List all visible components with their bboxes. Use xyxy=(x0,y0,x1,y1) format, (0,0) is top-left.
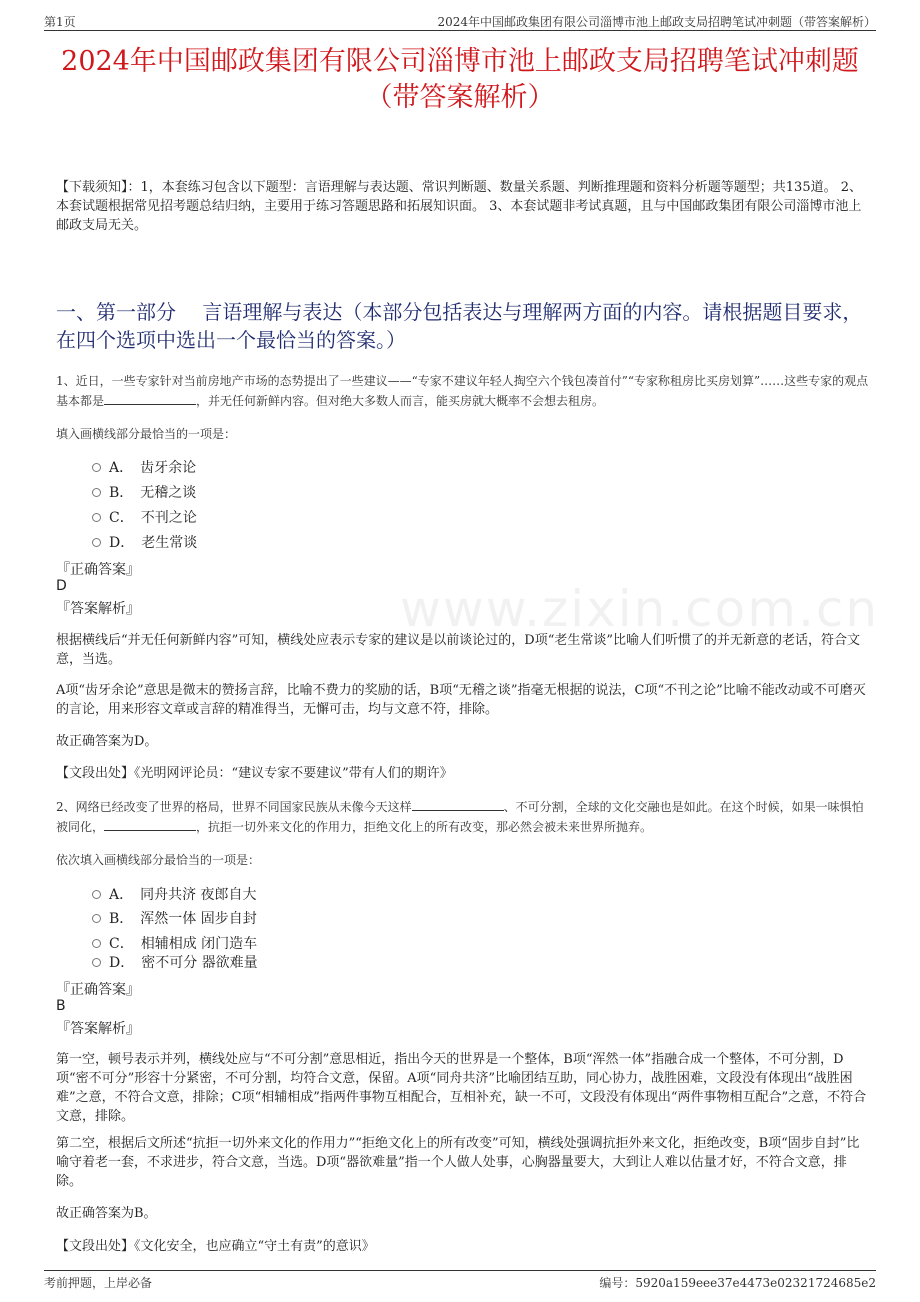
analysis-label: 『答案解析』 xyxy=(56,1021,140,1037)
option-label: C． 相辅相成 闭门造车 xyxy=(109,936,258,952)
option-radio[interactable] xyxy=(92,933,257,953)
analysis-paragraph: A项“齿牙余论”意思是微末的赞扬言辞，比喻不费力的奖励的话，B项“无稽之谈”指毫无根据的说法，C项“不刊之论”比喻不能改动或不可磨灭的言论，用来形容文章或言辞的精准得当，无懈可击，均与文意不符，排除。 xyxy=(56,683,866,717)
answer-label: 『正确答案』 xyxy=(56,982,140,998)
option-radio[interactable] xyxy=(92,507,197,527)
radio-icon[interactable] xyxy=(92,463,101,472)
option-label: C． 不刊之论 xyxy=(109,510,197,526)
question-2-text-part-c: ，抗拒一切外来文化的作用力，拒绝文化上的所有改变，那必然会被未来世界所抛弃。 xyxy=(196,820,653,834)
option-label: B． 无稽之谈 xyxy=(109,485,197,501)
fill-blank xyxy=(412,799,504,811)
footer-serial-number: 编号：5920a159eee37e4473e02321724685e2 xyxy=(599,1276,876,1290)
radio-icon[interactable] xyxy=(92,958,101,967)
analysis-conclusion: 故正确答案为B。 xyxy=(56,1206,157,1221)
question-1-text-part-b: ，并无任何新鲜内容。但对绝大多数人而言，能买房就大概率不会想去租房。 xyxy=(196,394,605,408)
option-radio[interactable] xyxy=(92,952,258,972)
section-heading: 一、第一部分 言语理解与表达（本部分包括表达与理解两方面的内容。请根据题目要求，在四个选项中选出一个最恰当的答案。） xyxy=(56,300,863,352)
option-label: A． 同舟共济 夜郎自大 xyxy=(109,887,257,903)
question-2-instruction: 依次填入画横线部分最恰当的一项是： xyxy=(56,853,261,867)
analysis-paragraph: 第一空，顿号表示并列，横线处应与“不可分割”意思相近，指出今天的世界是一个整体，B项“浑然一体”指融合成一个整体，不可分割，D项“密不可分”形容十分紧密，不可分割，均符合文意，保留。A项“同舟共济”比喻团结互助，同心协力，战胜困难，文段没有体现出“战胜困难”之意，不符合文意，排除；C项“相辅相成”指两件事物互相配合，互相补充，缺一不可，文段没有体现出“两件事物相互配合”之意，不符合文意，排除。 xyxy=(56,1052,867,1124)
analysis-label: 『答案解析』 xyxy=(56,601,140,617)
option-radio[interactable] xyxy=(92,908,257,928)
source-citation: 【文段出处】《文化安全，也应确立“守土有责”的意识》 xyxy=(56,1239,375,1254)
download-notice: 【下载须知】：1，本套练习包含以下题型：言语理解与表达题、常识判断题、数量关系题、判断推理题和资料分析题等题型；共135道。 2、本套试题根据常见招考题总结归纳，主要用于练习答题思路和拓展知识面。 3、本套试题非考试真题，且与中国邮政集团有限公司淄博市池上邮政支局无关。 xyxy=(56,180,862,233)
question-1-instruction: 填入画横线部分最恰当的一项是： xyxy=(56,427,237,441)
radio-icon[interactable] xyxy=(92,939,101,948)
option-label: A． 齿牙余论 xyxy=(109,460,197,476)
document-title: 2024年中国邮政集团有限公司淄博市池上邮政支局招聘笔试冲刺题（带答案解析） xyxy=(61,46,859,113)
question-1-text xyxy=(56,371,872,411)
radio-icon[interactable] xyxy=(92,513,101,522)
page-header xyxy=(44,10,876,31)
option-label: B． 浑然一体 固步自封 xyxy=(109,911,257,927)
question-2-text-part-b: 、不可分割，全球的文化交融也是如此。在这个时候，如果一味惧怕被同化， xyxy=(56,800,864,834)
question-2-text-part-a: 2、网络已经改变了世界的格局，世界不同国家民族从未像今天这样 xyxy=(56,800,412,814)
answer-value: D xyxy=(56,578,67,594)
radio-icon[interactable] xyxy=(92,914,101,923)
answer-value: B xyxy=(56,998,66,1014)
option-radio[interactable] xyxy=(92,532,197,552)
option-label: D． 老生常谈 xyxy=(109,535,198,551)
analysis-paragraph: 根据横线后“并无任何新鲜内容”可知，横线处应表示专家的建议是以前谈论过的，D项“老生常谈”比喻人们听惯了的并无新意的老话，符合文意，当选。 xyxy=(56,633,861,667)
option-radio[interactable] xyxy=(92,457,196,477)
footer-slogan: 考前押题，上岸必备 xyxy=(44,1276,153,1290)
question-2-text xyxy=(56,797,872,837)
page-footer xyxy=(44,1270,876,1291)
answer-label: 『正确答案』 xyxy=(56,562,140,578)
analysis-conclusion: 故正确答案为D。 xyxy=(56,734,158,749)
option-label: D． 密不可分 器欲难量 xyxy=(109,955,258,971)
fill-blank xyxy=(104,819,196,831)
question-1-text-part-a: 1、近日，一些专家针对当前房地产市场的态势提出了一些建议——“专家不建议年轻人掏空六个钱包凑首付”“专家称租房比买房划算”……这些专家的观点基本都是 xyxy=(56,374,869,408)
fill-blank xyxy=(104,393,196,405)
analysis-paragraph: 第二空，根据后文所述“抗拒一切外来文化的作用力”“拒绝文化上的所有改变”可知，横线处强调抗拒外来文化，拒绝改变，B项“固步自封”比喻守着老一套，不求进步，符合文意，当选。D项“器欲难量”指一个人做人处事，心胸器量要大，大到让人难以估量才好，不符合文意，排除。 xyxy=(56,1136,860,1189)
radio-icon[interactable] xyxy=(92,890,101,899)
watermark: www.zixin.com.cn xyxy=(400,580,880,638)
page-number: 第1页 xyxy=(44,15,76,29)
option-radio[interactable] xyxy=(92,884,257,904)
radio-icon[interactable] xyxy=(92,538,101,547)
radio-icon[interactable] xyxy=(92,488,101,497)
header-doc-title: 2024年中国邮政集团有限公司淄博市池上邮政支局招聘笔试冲刺题（带答案解析） xyxy=(437,15,876,29)
option-radio[interactable] xyxy=(92,482,196,502)
source-citation: 【文段出处】《光明网评论员：“建议专家不要建议”带有人们的期许》 xyxy=(56,766,453,781)
